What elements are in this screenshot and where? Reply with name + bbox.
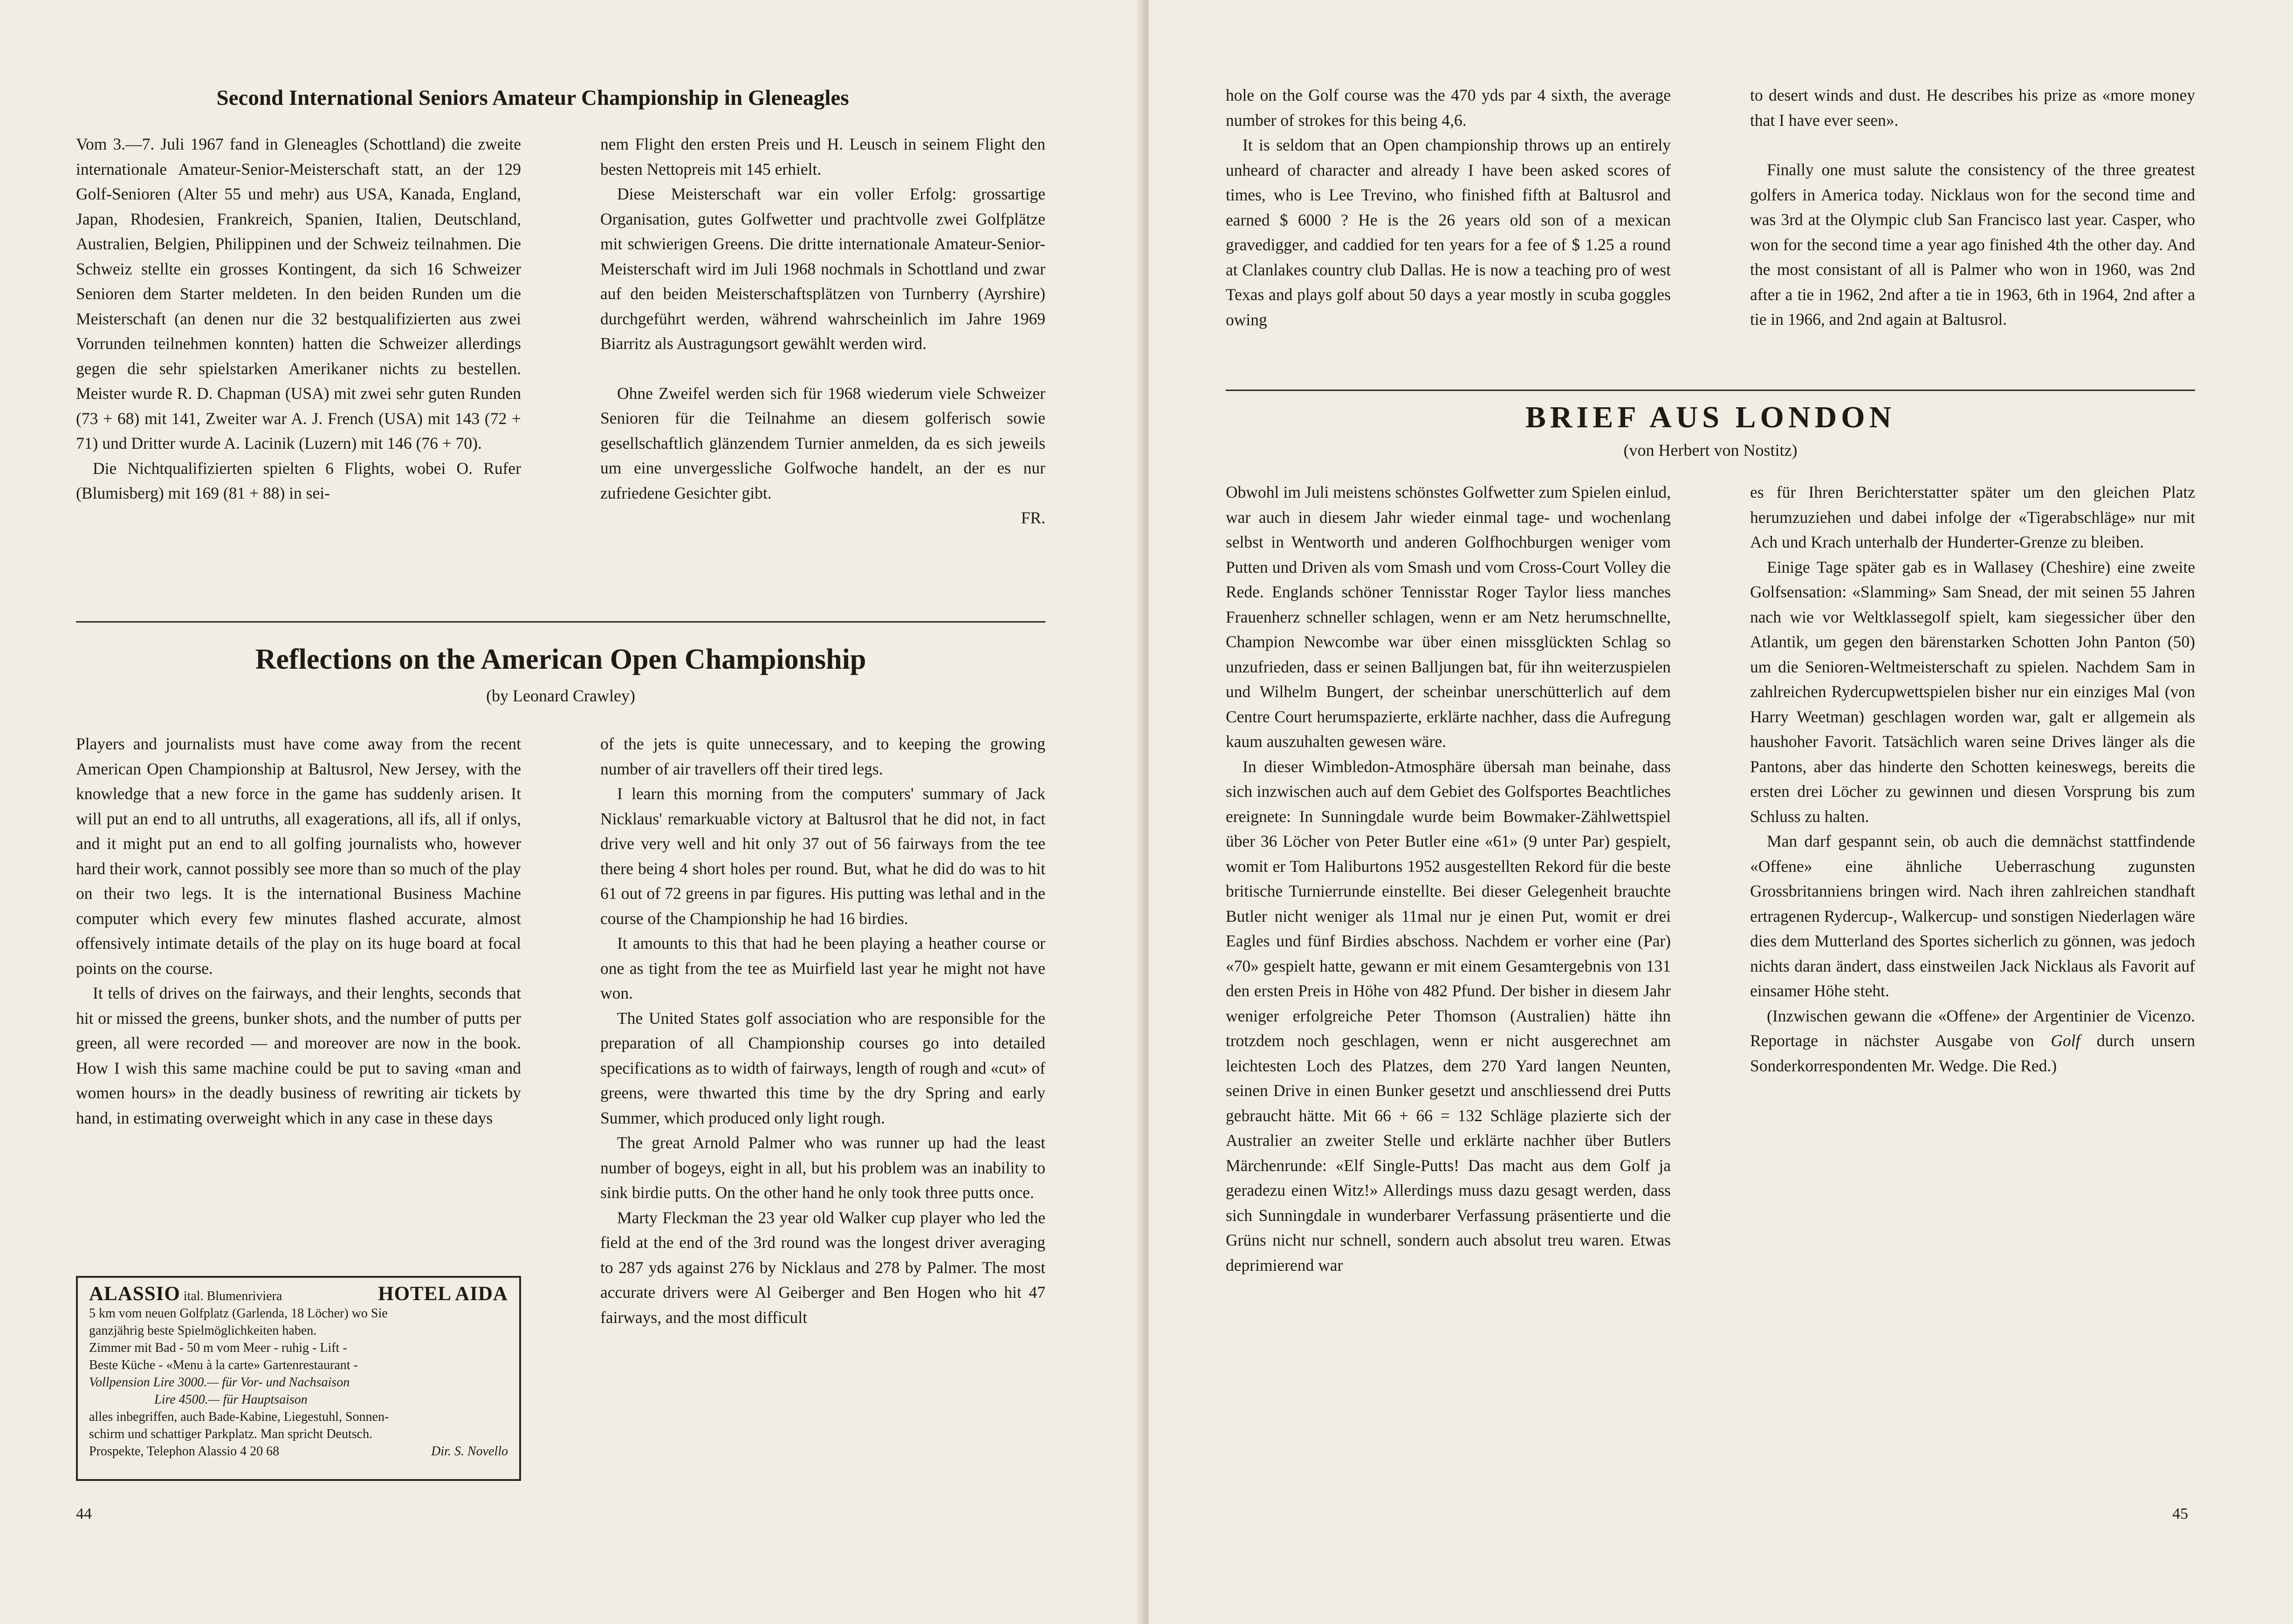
ad-line: Prospekte, Telephon Alassio 4 20 68 bbox=[89, 1444, 280, 1459]
paragraph: nem Flight den ersten Preis und H. Leusch in seinem Flight den besten Nettopreis mit 145 erhielt. bbox=[600, 135, 1045, 178]
golf-magazine-title: Golf bbox=[2051, 1031, 2080, 1050]
paragraph: Ohne Zweifel werden sich für 1968 wiederum viele Schweizer Senioren für die Teilnahme an diesem golferisch sowie gesellschaftlich glänzendem Turnier anmelden, da es sich jeweils um eine unvergessliche Golfwoche handelt, an der es nur zufriedene Gesichter gibt. bbox=[600, 384, 1045, 502]
ad-line: ganzjährig beste Spielmöglichkeiten haben. bbox=[89, 1323, 317, 1338]
paragraph: Die Nichtqualifizierten spielten 6 Flights, wobei O. Rufer (Blumisberg) mit 169 (81 + 88) in sei- bbox=[76, 459, 521, 502]
editor-note: (Inzwischen gewann die «Offene» der Argentinier de Vicenzo. Reportage in nächster Ausgabe von Golf durch unsern Sonderkorrespondenten Mr. Wedge. Die Red.) bbox=[1750, 1006, 2195, 1075]
ad-line: schirm und schattiger Parkplatz. Man spricht Deutsch. bbox=[89, 1427, 373, 1441]
article1-title: Second International Seniors Amateur Championship in Gleneagles bbox=[216, 86, 849, 110]
paragraph: Finally one must salute the consistency of the three greatest golfers in America today. Nicklaus won for the second time and was 3rd at the Olympic club San Francisco last year. Casper, who won for the second time a year ago finished 4th the other day. And the most consistant of all is Palmer who won in 1960, was 2nd after a tie in 1962, 2nd after a tie in 1963, 6th in 1964, 2nd after a tie in 1966, and 2nd again at Baltusrol. bbox=[1750, 160, 2195, 329]
paragraph: Diese Meisterschaft war ein voller Erfolg: grossartige Organisation, gutes Golfwetter und prachtvolle zwei Golfplätze mit schwierigen Greens. Die dritte internationale Amateur-Senior-Meisterschaft wird im Juli 1968 nochmals in Schottland und zwar auf den beiden Meisterschaftsplätzen von Turnberry (Ayrshire) durchgeführt werden, während wahrscheinlich im Jahre 1969 Biarritz als Austragungsort gewählt werden wird. bbox=[600, 185, 1045, 353]
section-divider bbox=[1226, 390, 2195, 391]
article2-title: Reflections on the American Open Championship bbox=[255, 644, 866, 675]
paragraph: of the jets is quite unnecessary, and to keeping the growing number of air travellers off their tired legs. bbox=[600, 734, 1045, 778]
paragraph: Players and journalists must have come away from the recent American Open Championship at Baltusrol, New Jersey, with the knowledge that a new force in the game has suddenly arisen. It will put an end to all untruths, all exagerations, all ifs, all if onlys, and it might put an end to all golfing journalists who, however hard their work, cannot possibly see more than so much of the play on their two legs. It is the international Business Machine computer which every few minutes flashed accurate, almost offensively intimate details of the play on its huge board at focal points on the course. bbox=[76, 734, 521, 978]
paragraph: Einige Tage später gab es in Wallasey (Cheshire) eine zweite Golfsensation: «Slamming» Sam Snead, der mit seinen 55 Jahren nach wie vor Weltklassegolf spielt, kam siegessicher über den Atlantik, um gegen den bärenstarken Schotten John Panton (50) um die Senioren-Weltmeisterschaft zu spielen. Nachdem Sam in zahlreichen Rydercupwettspielen bisher nur ein einziges Mal (von Harry Weetman) geschlagen worden war, galt er allgemein als haushoher Favorit. Tatsächlich waren seine Drives länger als die Pantons, aber das hinderte den Schotten keineswegs, bereits die ersten drei Löcher zu gewinnen und diesen Vorsprung bis zum Schluss zu halten. bbox=[1750, 557, 2195, 826]
article1-column-2 bbox=[600, 132, 1045, 531]
article2-column-1 bbox=[76, 732, 521, 1131]
ad-place: ALASSIO ital. Blumenriviera bbox=[89, 1283, 282, 1305]
page-number-left: 44 bbox=[76, 1505, 92, 1522]
ad-header bbox=[89, 1285, 508, 1305]
paragraph: The great Arnold Palmer who was runner up had the least number of bogeys, eight in all, but his problem was an inability to sink birdie putts. On the other hand he only took three putts once. bbox=[600, 1133, 1045, 1202]
paragraph: It tells of drives on the fairways, and their lenghts, seconds that hit or missed the greens, bunker shots, and the number of putts per green, all were recorded — and moreover are now in the book. How I wish this same machine could be put to saving «man and women hours» in the deadly business of rewriting air tickets by hand, in estimating overweight which in any case in these days bbox=[76, 984, 521, 1127]
paragraph: In dieser Wimbledon-Atmosphäre übersah man beinahe, dass sich inzwischen auch auf dem Gebiet des Golfsportes Beachtliches ereignete: In Sunningdale wurde beim Bowmaker-Zählwettspiel über 36 Löcher von Peter Butler eine «61» (9 unter Par) gespielt, womit er Tom Haliburtons 1952 ausgestellten Rekord für die beste britische Turnierrunde einstellte. Bei dieser Gelegenheit brauchte Butler nicht weniger als 11mal nur je einen Put, womit er drei Eagles und fünf Birdies abschoss. Nachdem er vorher eine (Par) «70» gespielt hatte, gewann er mit einem Gesamtergebnis von 131 den ersten Preis in Höhe von 482 Pfund. Der bisher in diesem Jahr weniger erfolgreiche Peter Thomson (Australien) hätte ihn trotzdem noch geschlagen, wenn er nicht ausgerechnet am leichtesten Loch des Platzes, dem 270 Yard langen Neunten, seinen Drive in einen Bunker gesetzt und anschliessend drei Putts gebraucht hätte. Mit 66 + 66 = 132 Schläge plazierte sich der Australier an zweiter Stelle und erklärte nachher über Butlers Märchenrunde: «Elf Single-Putts! Das macht aus dem Golf ja geradezu einen Witz!» Allerdings muss dazu gesagt werden, dass sich Sunningdale in wunderbarer Verfassung präsentierte und die Grüns nicht nur schnell, sondern auch absolut treu waren. Etwas deprimierend war bbox=[1226, 757, 1671, 1275]
continuation-column-1 bbox=[1226, 83, 1671, 332]
ad-line: alles inbegriffen, auch Bade-Kabine, Liegestuhl, Sonnen- bbox=[89, 1410, 389, 1424]
paragraph: to desert winds and dust. He describes his prize as «more money that I have ever seen». bbox=[1750, 86, 2195, 130]
article1-signature: FR. bbox=[1021, 508, 1045, 527]
article3-column-1 bbox=[1226, 480, 1671, 1278]
ad-line: Lire 4500.— für Hauptsaison bbox=[154, 1392, 308, 1407]
right-page bbox=[1149, 0, 2293, 1624]
article3-column-2 bbox=[1750, 480, 2195, 1078]
page-number-right: 45 bbox=[2172, 1505, 2188, 1522]
paragraph: Marty Fleckman the 23 year old Walker cup player who led the field at the end of the 3rd round was the longest driver averaging to 287 yds against 276 by Nicklaus and 278 by Palmer. The most accurate drivers were Al Geiberger and Ben Hogen who hit 47 fairways, and the most difficult bbox=[600, 1208, 1045, 1327]
paragraph: I learn this morning from the computers' summary of Jack Nicklaus' remarkuable victory at Baltusrol that he did not, in fact drive very well and hit only 37 out of 56 fairways from the tee there being 4 short holes per round. But, what he did do was to hit 61 out of 72 greens in par figures. His putting was lethal and in the course of the Championship he had 16 birdies. bbox=[600, 784, 1045, 928]
article3-title: BRIEF AUS LONDON bbox=[1525, 400, 1896, 434]
left-page bbox=[0, 0, 1144, 1624]
ad-line: 5 km vom neuen Golfplatz (Garlenda, 18 Löcher) wo Sie bbox=[89, 1306, 388, 1321]
paragraph: hole on the Golf course was the 470 yds par 4 sixth, the average number of strokes for this being 4,6. bbox=[1226, 86, 1671, 130]
paragraph: It is seldom that an Open championship throws up an entirely unheard of character and already I have been asked scores of times, who is Lee Trevino, who finished fifth at Baltusrol and earned $ 6000 ? He is the 26 years old son of a mexican gravedigger, and caddied for ten years for a fee of $ 1.25 a round at Clanlakes country club Dallas. He is now a teaching pro of west Texas and plays golf about 50 days a year mostly in scuba goggles owing bbox=[1226, 136, 1671, 329]
ad-line: Vollpension Lire 3000.— für Vor- und Nachsaison bbox=[89, 1375, 350, 1390]
paragraph: Man darf gespannt sein, ob auch die demnächst stattfindende «Offene» eine ähnliche Ueberraschung zugunsten Grossbritanniens bringen wird. Nach ihren zahlreichen standhaft ertragenen Rydercup-, Walkercup- und sonstigen Niederlagen wäre dies dem Mutterland des Sportes sicherlich zu gönnen, was jedoch nichts daran ändert, dass einstweilen Jack Nicklaus als Favorit auf einsamer Höhe steht. bbox=[1750, 832, 2195, 1000]
section-divider bbox=[76, 621, 1045, 623]
article1-column-1 bbox=[76, 132, 521, 506]
ad-footer bbox=[89, 1443, 508, 1460]
paragraph: The United States golf association who are responsible for the preparation of all Championship courses go into detailed specifications as to width of fairways, length of rough and «cut» of greens, were thwarted this time by the dry Spring and early Summer, which produced only light rough. bbox=[600, 1008, 1045, 1127]
ad-line: Beste Küche - «Menu à la carte» Gartenrestaurant - bbox=[89, 1358, 358, 1372]
paragraph: es für Ihren Berichterstatter später um den gleichen Platz herumzuziehen und dabei infolge der «Tigerabschläge» nur mit Ach und Krach unterhalb der Hunderter-Grenze zu bleiben. bbox=[1750, 483, 2195, 551]
article2-byline: (by Leonard Crawley) bbox=[486, 686, 635, 705]
ad-line: Zimmer mit Bad - 50 m vom Meer - ruhig - Lift - bbox=[89, 1341, 347, 1355]
paragraph: It amounts to this that had he been playing a heather course or one as tight from the tee as Muirfield last year he might not have won. bbox=[600, 934, 1045, 1002]
article2-column-2 bbox=[600, 732, 1045, 1330]
article3-byline: (von Herbert von Nostitz) bbox=[1623, 441, 1798, 459]
continuation-column-2 bbox=[1750, 83, 2195, 332]
paragraph: Vom 3.—7. Juli 1967 fand in Gleneagles (Schottland) die zweite internationale Amateur-Senior-Meisterschaft statt, an der 129 Golf-Senioren (Alter 55 und mehr) aus USA, Kanada, England, Japan, Rhodesien, Frankreich, Spanien, Italien, Deutschland, Australien, Belgien, Philippinen und der Schweiz teilnahmen. Die Schweiz stellte ein grosses Kontingent, da sich 16 Schweizer Senioren dem Starter meldeten. In den beiden Runden um die Meisterschaft (an denen nur die 32 bestqualifizierten aus zwei Vorrunden teilnehmen konnten) hatten die Schweizer allerdings gegen die sehr spielstarken Amerikaner nichts zu bestellen. Meister wurde R. D. Chapman (USA) mit zwei sehr guten Runden (73 + 68) mit 141, Zweiter war A. J. French (USA) mit 143 (72 + 71) und Dritter wurde A. Lacinik (Luzern) mit 146 (76 + 70). bbox=[76, 135, 521, 452]
ad-director: Dir. S. Novello bbox=[431, 1444, 508, 1459]
paragraph: Obwohl im Juli meistens schönstes Golfwetter zum Spielen einlud, war auch in diesem Jahr wieder einmal tage- und wochenlang selbst in Wentworth und anderen Golfhochburgen weniger vom Putten und Driven als vom Smash und vom Cross-Court Volley die Rede. Englands schöner Tennisstar Roger Taylor liess manches Frauenherz schneller schlagen, wenn er am Netz herumschnellte, Champion Newcombe war über einen missglückten Schlag so unzufrieden, dass er seinen Balljungen bat, für ihn weiterzuspielen und Wilhelm Bungert, der scheinbar unerschütterlich auf dem Centre Court herumspazierte, erklärte nachher, dass die Aufregung kaum auszuhalten gewesen wäre. bbox=[1226, 483, 1671, 751]
hotel-aida-advertisement bbox=[76, 1276, 521, 1481]
ad-hotel-name: HOTEL AIDA bbox=[378, 1283, 508, 1305]
